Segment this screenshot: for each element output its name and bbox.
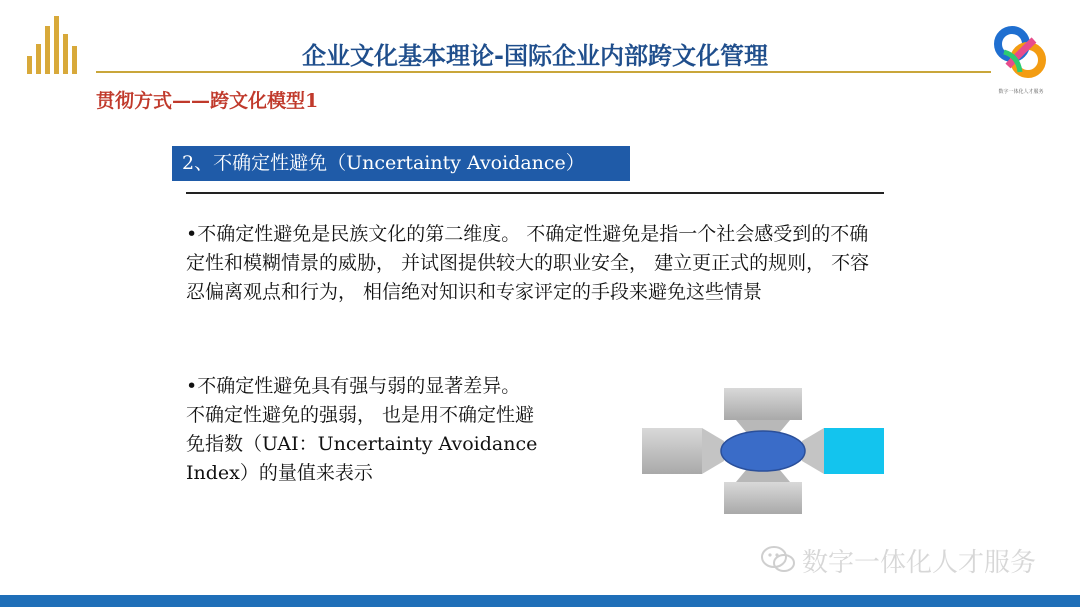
bar-chart-logo-icon	[27, 16, 79, 74]
diagram-block-top	[724, 388, 802, 420]
section-heading: 2、不确定性避免（Uncertainty Avoidance）	[172, 146, 630, 181]
brand-tagline: 数字一体化人才服务	[998, 89, 1044, 95]
heading-divider	[186, 192, 884, 194]
footer-bar	[0, 595, 1080, 607]
dimension-diagram	[640, 386, 886, 516]
brand-logo	[990, 22, 1052, 94]
paragraph-definition: •不确定性避免是民族文化的第二维度。 不确定性避免是指一个社会感受到的不确定性和模糊情景的威胁， 并试图提供较大的职业安全， 建立更正式的规则， 不容忍偏离观点和行为， 相信绝对知识和专家评定的手段来避免这些情景	[186, 223, 870, 303]
diagram-center-ellipse	[721, 431, 805, 471]
paragraph-uai-line: •不确定性避免具有强与弱的显著差异。	[186, 375, 521, 397]
page-title: 企业文化基本理论-国际企业内部跨文化管理	[302, 42, 768, 70]
diagram-block-bottom	[724, 482, 802, 514]
section-subtitle: 贯彻方式——跨文化模型1	[96, 90, 319, 112]
watermark-text: 数字一体化人才服务	[802, 547, 1037, 578]
diagram-connector-bottom	[736, 470, 790, 482]
diagram-connector-top	[736, 420, 790, 432]
diagram-block-right	[824, 428, 884, 474]
title-divider	[96, 71, 991, 73]
diagram-block-left	[642, 428, 702, 474]
paragraph-uai	[186, 372, 606, 488]
paragraph-uai-line: Index）的量值来表示	[186, 462, 373, 484]
brand-knot-icon	[990, 22, 1052, 84]
wechat-icon	[760, 545, 796, 575]
paragraph-uai-line: 免指数（UAI：Uncertainty Avoidance	[186, 433, 538, 455]
paragraph-uai-line: 不确定性避免的强弱， 也是用不确定性避	[186, 404, 535, 426]
watermark	[760, 540, 1036, 580]
